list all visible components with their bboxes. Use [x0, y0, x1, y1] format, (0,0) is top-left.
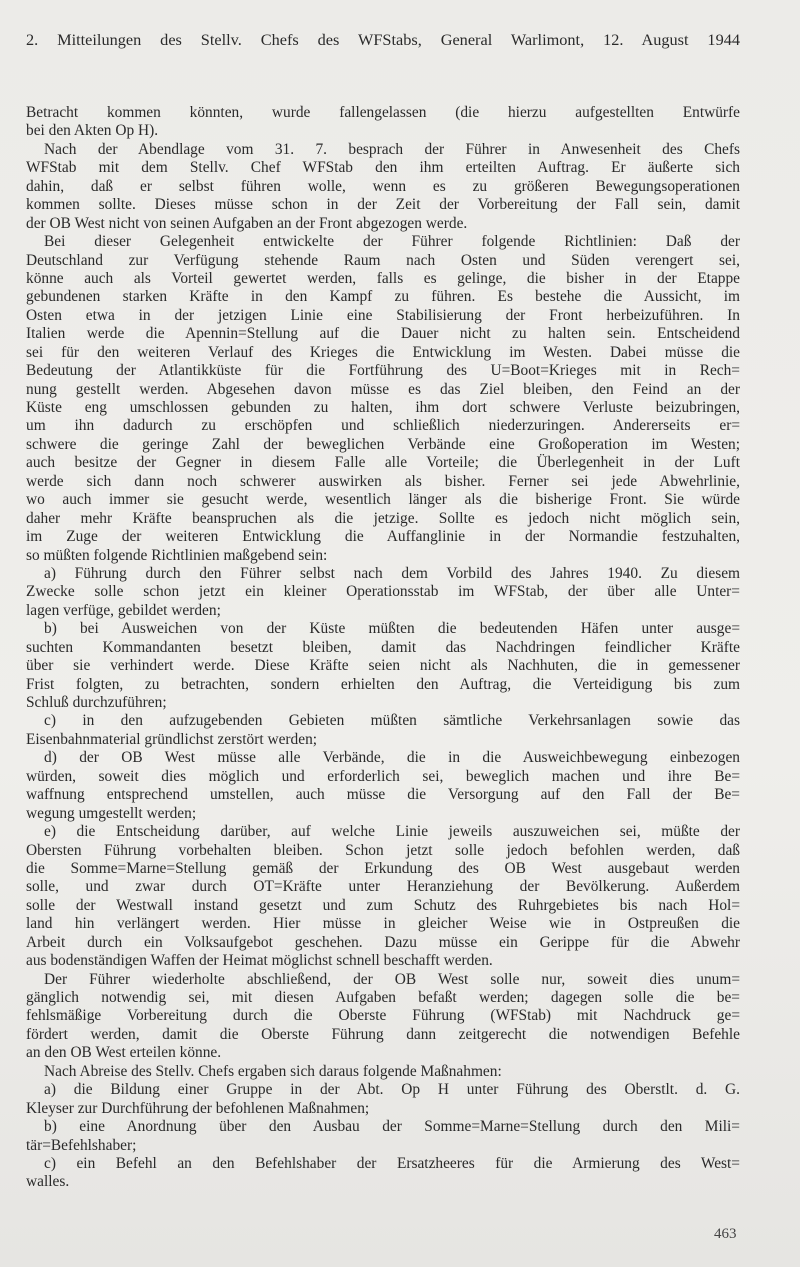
text-line: gänglich notwendig sei, mit diesen Aufgaben befaßt werden; dagegen solle die be=	[26, 989, 740, 1006]
text-line: der OB West nicht von seinen Aufgaben an der Front abgezogen werde.	[26, 214, 468, 232]
text-line: tär=Befehlshaber;	[26, 1136, 137, 1154]
text-line: sei für den weiteren Verlauf des Krieges die Entwicklung im Westen. Dabei müsse die	[26, 343, 740, 361]
text-line: Betracht kommen könnten, wurde fallengelassen (die hierzu aufgestellten Entwürfe	[26, 104, 740, 121]
text-line: Der Führer wiederholte abschließend, der OB West solle nur, soweit dies unum=	[44, 970, 740, 988]
text-line: Frist folgten, zu betrachten, sondern erhielten den Auftrag, die Verteidigung bis zum	[26, 675, 740, 693]
text-line: solle, und zwar durch OT=Kräfte unter Heranziehung der Bevölkerung. Außerdem	[26, 878, 740, 896]
text-line: Eisenbahnmaterial gründlichst zerstört werden;	[26, 730, 318, 748]
text-line: a) Führung durch den Führer selbst nach dem Vorbild des Jahres 1940. Zu diesem	[44, 564, 740, 582]
text-line: waffnung entsprechend umstellen, auch müsse die Versorgung auf den Fall der Be=	[26, 786, 740, 804]
text-line: nung gestellt werden. Abgesehen davon müsse es das Ziel bleiben, den Feind an der	[26, 380, 740, 398]
text-line: land hin verlängert werden. Hier müsse in gleicher Weise wie in Ostpreußen die	[26, 915, 740, 933]
text-line: solle der Westwall instand gesetzt und zum Schutz des Ruhrgebietes bis nach Hol=	[26, 896, 740, 914]
text-line: aus bodenständigen Waffen der Heimat möglichst schnell beschafft werden.	[26, 952, 493, 970]
text-line: werde sich dann noch schwerer auswirken als bisher. Ferner sei jede Abwehrlinie,	[26, 472, 740, 490]
text-line: dahin, daß er selbst führen wolle, wenn es zu größeren Bewegungsoperationen	[26, 177, 740, 195]
text-line: fehlsmäßige Vorbereitung durch die Oberste Führung (WFStab) mit Nachdruck ge=	[26, 1007, 740, 1025]
text-line: an den OB West erteilen könne.	[26, 1044, 222, 1062]
text-line: lagen verfüge, gebildet werden;	[26, 601, 221, 619]
text-line: Deutschland zur Verfügung stehende Raum nach Osten und Süden verengert sei,	[26, 251, 740, 269]
text-line: auch besitze der Gegner in diesem Falle alle Vorteile; die Überlegenheit in der Luft	[26, 454, 740, 472]
text-line: könne auch als Vorteil gewertet werden, falls es gelinge, die bisher in der Etappe	[26, 269, 740, 287]
text-line: wegung umgestellt werden;	[26, 804, 197, 822]
text-line: bei den Akten Op H).	[26, 122, 159, 140]
text-line: Obersten Führung vorbehalten bleiben. Schon jetzt solle jedoch befohlen werden, daß	[26, 841, 740, 859]
text-line: so müßten folgende Richtlinien maßgebend sein:	[26, 546, 328, 564]
text-line: daher mehr Kräfte beanspruchen als die jetzige. Sollte es jedoch nicht möglich sein,	[26, 509, 740, 527]
text-line: würden, soweit dies möglich und erforderlich sei, beweglich machen und ihre Be=	[26, 767, 740, 785]
text-line: WFStab mit dem Stellv. Chef WFStab den ihm erteilten Auftrag. Er äußerte sich	[26, 159, 740, 177]
text-line: gebundenen starken Kräfte in den Kampf zu führen. Es bestehe die Aussicht, im	[26, 288, 740, 306]
text-line: fördert werden, damit die Oberste Führung dann zeitgerecht die notwendigen Befehle	[26, 1025, 740, 1043]
text-line: Bei dieser Gelegenheit entwickelte der Führer folgende Richtlinien: Daß der	[44, 233, 740, 251]
text-line: im Zuge der weiteren Entwicklung die Auffanglinie in der Normandie festzuhalten,	[26, 528, 740, 546]
page-number: 463	[714, 1226, 737, 1242]
text-line: Schluß durchzuführen;	[26, 694, 167, 711]
text-line: walles.	[26, 1173, 70, 1191]
text-line: b) eine Anordnung über den Ausbau der Somme=Marne=Stellung durch den Mili=	[44, 1118, 740, 1136]
text-line: c) in den aufzugebenden Gebieten müßten sämtliche Verkehrsanlagen sowie das	[44, 712, 740, 730]
text-line: Osten etwa in der jetzigen Linie eine Stabilisierung der Front herbeizuführen. In	[26, 306, 740, 324]
text-line: e) die Entscheidung darüber, auf welche Linie jeweils auszuweichen sei, müßte der	[44, 823, 740, 841]
body-text	[26, 104, 740, 1192]
text-line: um ihn dadurch zu erschöpfen und schließlich niederzuringen. Andererseits er=	[26, 417, 740, 435]
text-line: Italien werde die Apennin=Stellung auf die Dauer nicht zu halten sein. Entscheidend	[26, 325, 740, 343]
text-line: Nach Abreise des Stellv. Chefs ergaben sich daraus folgende Maßnahmen:	[44, 1062, 502, 1080]
text-line: b) bei Ausweichen von der Küste müßten die bedeutenden Häfen unter ausge=	[44, 620, 740, 638]
text-line: a) die Bildung einer Gruppe in der Abt. Op H unter Führung des Oberstlt. d. G.	[44, 1081, 740, 1099]
text-line: c) ein Befehl an den Befehlshaber der Ersatzheeres für die Armierung des West=	[44, 1154, 740, 1172]
running-header: 2. Mitteilungen des Stellv. Chefs des WFStabs, General Warlimont, 12. August 1944	[26, 30, 740, 49]
text-line: Bedeutung der Atlantikküste für die Fortführung des U=Boot=Krieges mit in Rech=	[26, 362, 740, 380]
text-line: Kleyser zur Durchführung der befohlenen Maßnahmen;	[26, 1099, 370, 1117]
text-line: Nach der Abendlage vom 31. 7. besprach der Führer in Anwesenheit des Chefs	[44, 140, 740, 158]
text-line: die Somme=Marne=Stellung gemäß der Erkundung des OB West ausgebaut werden	[26, 859, 740, 877]
text-line: über sie verhindert werde. Diese Kräfte seien nicht als Nachhuten, die in gemessener	[26, 657, 740, 675]
text-line: wo auch immer sie gesucht werde, wesentlich länger als die bisherige Front. Sie würde	[26, 491, 740, 509]
text-line: suchten Kommandanten besetzt bleiben, damit das Nachdringen feindlicher Kräfte	[26, 638, 740, 656]
text-line: d) der OB West müsse alle Verbände, die in die Ausweichbewegung einbezogen	[44, 749, 740, 767]
text-line: schwere die geringe Zahl der beweglichen Verbände eine Großoperation im Westen;	[26, 435, 740, 453]
text-line: kommen sollte. Dieses müsse schon in der Zeit der Vorbereitung der Fall sein, damit	[26, 196, 740, 214]
text-line: Küste eng umschlossen gebunden zu halten, ihm dort schwere Verluste beizubringen,	[26, 399, 740, 416]
text-line: Zwecke solle schon jetzt ein kleiner Operationsstab im WFStab, der über alle Unter=	[26, 583, 740, 601]
text-line: Arbeit durch ein Volksaufgebot geschehen. Dazu müsse ein Gerippe für die Abwehr	[26, 933, 740, 951]
